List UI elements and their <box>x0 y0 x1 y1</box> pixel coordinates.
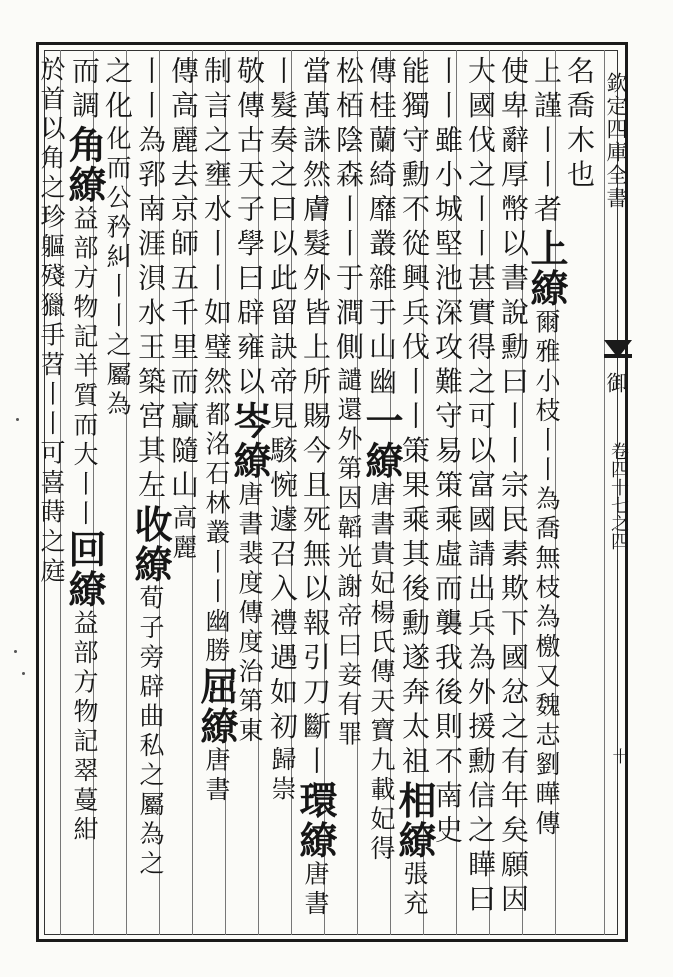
text-column <box>35 56 68 926</box>
text-run: 丨髮奏之曰以此留訣帝見駭惋遽召入禮遇如初 <box>266 56 299 746</box>
headword: 回繚 <box>62 529 107 610</box>
fish-tail-bar <box>604 354 632 358</box>
text-run: 使卑辭厚幣以書說勳曰丨丨宗民素欺下國忿之有年矣願因 <box>497 56 530 919</box>
text-column <box>62 56 107 926</box>
text-column <box>524 56 569 926</box>
headword: 岑繚 <box>227 401 272 481</box>
margin-speck <box>14 650 17 653</box>
text-column <box>167 56 200 926</box>
headword: 屈繚 <box>194 666 239 747</box>
text-run: 傳高麗去京師五千里而贏隨山 <box>167 56 200 505</box>
text-run: 爾雅小枝丨丨為喬無枝為檄又魏志劉曄傳 <box>532 308 561 840</box>
text-run: 丨丨為郛南涯浿水王築宮其左 <box>134 56 167 505</box>
text-run: 高麗 <box>169 504 198 564</box>
center-margin <box>604 50 632 935</box>
text-run: 當萬誅然膚髮外皆上所賜今且死無以報引刀斷丨 <box>299 56 332 781</box>
text-run: 制言之壅水丨丨如璧然 <box>200 56 233 401</box>
text-run: 敬傳古天子學曰辟雍以 <box>233 56 266 401</box>
text-run: 名喬木也 <box>563 56 596 194</box>
text-run: 唐書 <box>301 860 330 920</box>
text-column <box>293 56 338 926</box>
text-column <box>227 56 272 926</box>
headword: 相繚 <box>392 780 437 861</box>
headword: 上 <box>524 228 569 269</box>
text-column <box>392 56 437 926</box>
text-column <box>359 56 404 926</box>
text-column <box>266 56 299 926</box>
text-run: 丨丨雖小城堅池深攻難守易策乘虛而襲我後則不南史 <box>431 56 464 850</box>
volume-number: 卷四十七之四 <box>608 442 629 550</box>
headword: 角繚 <box>62 125 107 205</box>
text-run: 張充 <box>400 860 429 920</box>
text-run: 於首以角之珍軀殘獵手 <box>37 56 66 351</box>
headword: 一繚 <box>359 401 404 481</box>
text-column <box>464 56 497 926</box>
page-mark: 十 <box>610 748 629 764</box>
text-run: 唐書裴度傳度治第東 <box>235 481 264 747</box>
headword: 環繚 <box>293 780 338 861</box>
text-run: 譴還外第因韜光謝帝曰妾有罪 <box>334 366 363 750</box>
text-column <box>194 56 239 926</box>
text-column <box>497 56 530 926</box>
text-run: 之化 <box>101 56 134 125</box>
text-run: 唐書 <box>202 746 231 806</box>
chapter-name: 御 <box>604 372 628 393</box>
book-title: 欽定四庫全書 <box>604 72 628 210</box>
text-run: 荀子旁辟曲私之屬為之 <box>136 584 165 880</box>
text-run: 傳桂蘭綺靡叢雜于山幽 <box>365 56 398 401</box>
text-run: 唐書貴妃楊氏傳天寶九載妃得 <box>367 481 396 865</box>
text-column <box>128 56 173 926</box>
text-run: 化而公矜糾丨丨之屬為 <box>103 125 132 420</box>
text-run: 都洺石林叢丨丨幽勝 <box>202 401 231 667</box>
text-run: 松栢陰森丨丨于澗側 <box>332 56 365 367</box>
text-run: 苕丨丨可喜蒔之庭 <box>37 351 66 587</box>
text-run: 上謹丨丨者 <box>530 56 563 229</box>
headword: 收繚 <box>128 504 173 585</box>
text-run: 歸崇 <box>268 746 297 805</box>
text-column <box>563 56 596 926</box>
text-run: 益部方物記羊質而大丨丨 <box>70 205 99 530</box>
margin-speck <box>16 418 19 421</box>
headword: 繚 <box>524 268 569 309</box>
text-run: 能獨守勳不從興兵伐丨丨策果乘其後勳遂奔太祖 <box>398 56 431 781</box>
text-run: 大國伐之丨丨甚實得之可以富國請出兵為外援勳信之瞱曰 <box>464 56 497 919</box>
text-run: 而調 <box>68 56 101 125</box>
margin-speck <box>22 672 25 675</box>
text-run: 益部方物記翠蔓紺 <box>70 609 99 846</box>
